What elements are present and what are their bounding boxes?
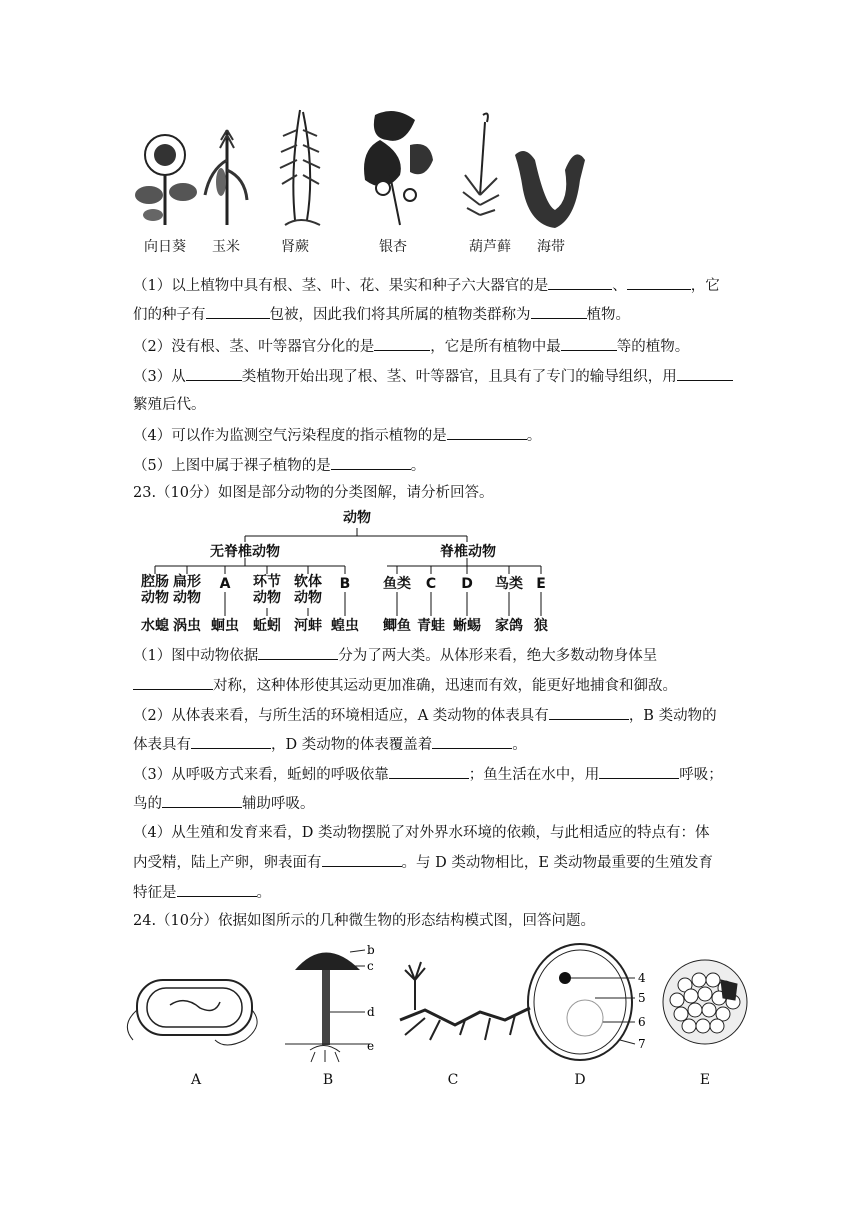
ginkgo-drawing bbox=[364, 111, 433, 225]
q23-part2-line2: 体表具有 ，D 类动物的体表覆盖着 。 bbox=[133, 734, 732, 755]
q23-part4-line3: 特征是 。 bbox=[133, 882, 732, 903]
animal-lizard: 蜥蜴 bbox=[453, 618, 481, 634]
group-B: B bbox=[339, 576, 351, 592]
group-birds: 鸟类 bbox=[495, 576, 523, 592]
animal-pigeon: 家鸽 bbox=[495, 618, 523, 634]
animal-clam: 河蚌 bbox=[294, 618, 322, 634]
mold-drawing bbox=[400, 962, 530, 1040]
fern-drawing bbox=[280, 110, 320, 225]
group-cnidaria: 腔肠 动物 bbox=[141, 574, 169, 606]
yeast-label-5: 5 bbox=[638, 991, 646, 1005]
q22-part3-line2: 繁殖后代。 bbox=[133, 397, 206, 413]
group-fish: 鱼类 bbox=[383, 576, 411, 592]
yeast-label-4: 4 bbox=[638, 971, 646, 985]
group-flatworms: 扁形 动物 bbox=[173, 574, 201, 606]
group-annelids: 环节 动物 bbox=[253, 574, 281, 606]
q22-part3-line1: （3）从 类植物开始出现了根、茎、叶等器官，且具有了专门的输导组织，用 bbox=[133, 366, 732, 387]
q23-part4-line1: （4）从生殖和发育来看，D 类动物摆脱了对外界水环境的依赖，与此相适应的特点有：体 bbox=[133, 825, 710, 841]
q22-part4: （4）可以作为监测空气污染程度的指示植物的是 。 bbox=[133, 425, 732, 446]
tree-root: 动物 bbox=[343, 510, 371, 526]
q23-title: 23.（10分）如图是部分动物的分类图解，请分析回答。 bbox=[133, 485, 494, 501]
animal-wolf: 狼 bbox=[534, 618, 548, 634]
yeast-label-7: 7 bbox=[638, 1037, 646, 1051]
micro-label-E: E bbox=[699, 1072, 711, 1088]
mushroom-label-c: c bbox=[367, 959, 374, 973]
animal-classification-tree bbox=[125, 508, 555, 638]
group-E: E bbox=[536, 576, 546, 592]
q23-part3-line1: （3）从呼吸方式来看，蚯蚓的呼吸依靠 ；鱼生活在水中，用 呼吸； bbox=[133, 764, 732, 785]
microorganism-illustrations bbox=[125, 940, 745, 1065]
virus-drawing bbox=[663, 960, 747, 1044]
q24-title: 24.（10分）依据如图所示的几种微生物的形态结构模式图，回答问题。 bbox=[133, 913, 596, 929]
animal-hydra: 水螅 bbox=[141, 618, 169, 634]
micro-label-D: D bbox=[574, 1072, 586, 1088]
micro-label-A: A bbox=[190, 1072, 202, 1088]
q22-part1-line1: （1）以上植物中具有根、茎、叶、花、果实和种子六大器官的是 、 ，它 bbox=[133, 275, 732, 296]
plant-label-sunflower: 向日葵 bbox=[144, 239, 186, 255]
q23-part3-line2: 鸟的 辅助呼吸。 bbox=[133, 793, 732, 814]
kelp-drawing bbox=[515, 151, 585, 228]
q23-part4-line2: 内受精，陆上产卵，卵表面有 。与 D 类动物相比，E 类动物最重要的生殖发育 bbox=[133, 852, 732, 873]
corn-drawing bbox=[205, 130, 247, 225]
sunflower-drawing bbox=[135, 135, 197, 225]
moss-drawing bbox=[463, 114, 499, 215]
plant-label-moss: 葫芦藓 bbox=[469, 239, 511, 255]
animal-roundworm: 蛔虫 bbox=[211, 618, 239, 634]
mushroom-label-d: d bbox=[367, 1005, 375, 1019]
micro-label-C: C bbox=[447, 1072, 459, 1088]
animal-frog: 青蛙 bbox=[417, 618, 445, 634]
plant-label-corn: 玉米 bbox=[212, 239, 240, 255]
tree-invertebrates: 无脊椎动物 bbox=[210, 544, 280, 560]
group-C: C bbox=[425, 576, 437, 592]
q22-part5: （5）上图中属于裸子植物的是 。 bbox=[133, 455, 732, 476]
group-D: D bbox=[461, 576, 473, 592]
mushroom-label-b: b bbox=[367, 943, 375, 957]
q23-part1-line1: （1）图中动物依据 分为了两大类。从体形来看，绝大多数动物身体呈 bbox=[133, 645, 732, 666]
q23-part2-line1: （2）从体表来看，与所生活的环境相适应，A 类动物的体表具有 ，B 类动物的 bbox=[133, 705, 732, 726]
bacterium-drawing bbox=[127, 980, 257, 1045]
group-mollusks: 软体 动物 bbox=[294, 574, 322, 606]
plant-label-ginkgo: 银杏 bbox=[379, 239, 407, 255]
group-A: A bbox=[219, 576, 231, 592]
animal-locust: 蝗虫 bbox=[331, 618, 359, 634]
mushroom-label-e: e bbox=[367, 1039, 375, 1053]
yeast-drawing bbox=[528, 944, 646, 1060]
plant-label-fern: 肾蕨 bbox=[281, 239, 309, 255]
q22-part2: （2）没有根、茎、叶等器官分化的是 ，它是所有植物中最 等的植物。 bbox=[133, 336, 732, 357]
mushroom-drawing bbox=[285, 943, 375, 1062]
micro-label-B: B bbox=[322, 1072, 334, 1088]
animal-earthworm: 蚯蚓 bbox=[253, 618, 281, 634]
q23-part1-line2: 对称，这种体形使其运动更加准确，迅速而有效，能更好地捕食和御敌。 bbox=[133, 675, 732, 696]
animal-carp: 鲫鱼 bbox=[383, 618, 411, 634]
plant-label-kelp: 海带 bbox=[537, 239, 565, 255]
animal-planaria: 涡虫 bbox=[173, 618, 201, 634]
q22-part1-line2: 们的种子有 包被，因此我们将其所属的植物类群称为 植物。 bbox=[133, 304, 732, 325]
tree-vertebrates: 脊椎动物 bbox=[440, 544, 496, 560]
yeast-label-6: 6 bbox=[638, 1015, 646, 1029]
